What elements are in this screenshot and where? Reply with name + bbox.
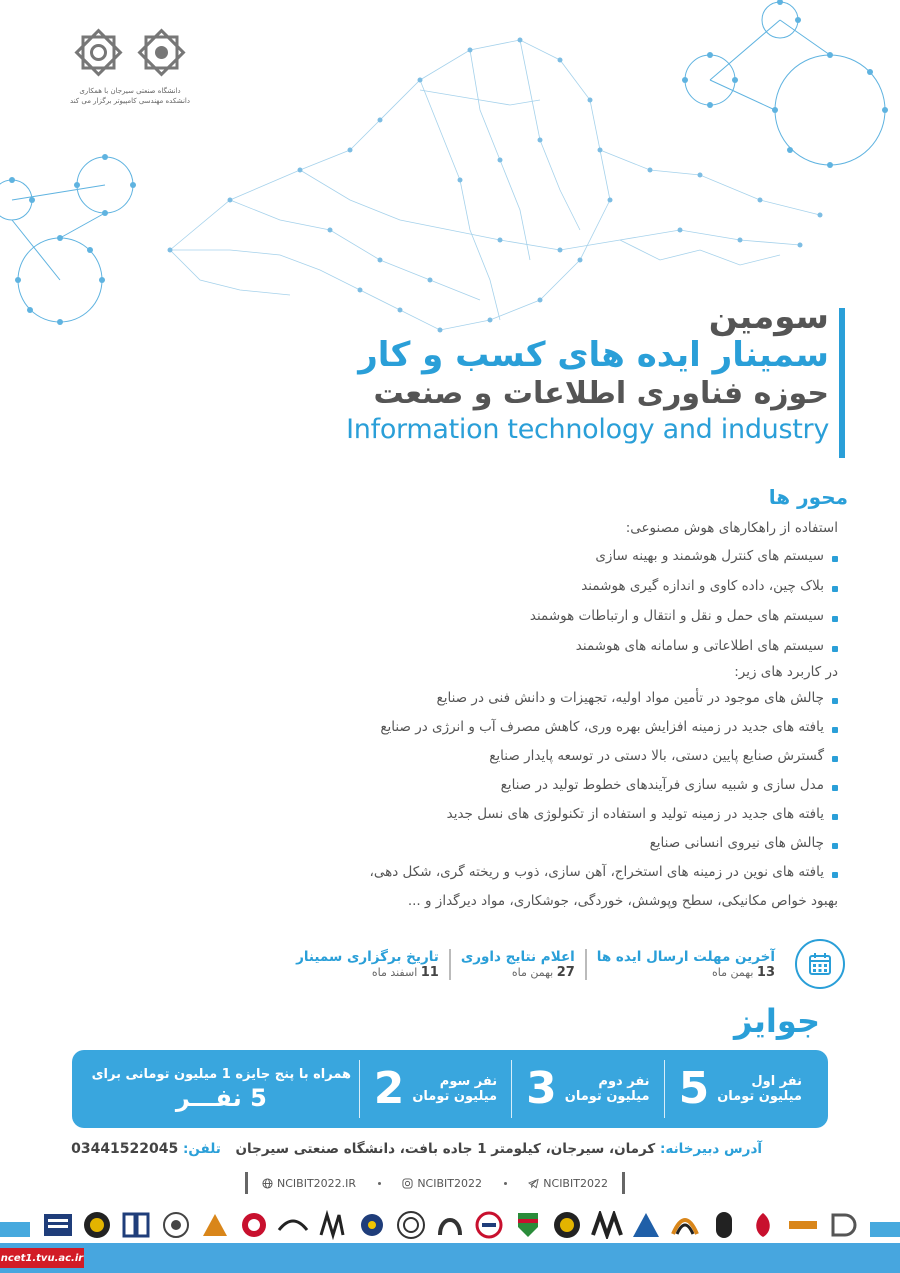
- prize-amount: 3: [526, 1063, 557, 1114]
- sponsor-logo: [275, 1209, 311, 1241]
- organizer-logos: [55, 25, 205, 106]
- title-ordinal: سومین: [708, 297, 829, 337]
- sponsor-logo: [158, 1209, 194, 1241]
- website-text: NCIBIT2022.IR: [277, 1176, 357, 1190]
- sponsor-logo: [510, 1209, 546, 1241]
- axes-intro-2: در کاربرد های زیر:: [734, 664, 838, 680]
- date-label: آخرین مهلت ارسال ایده ها: [596, 948, 775, 965]
- event-title: [325, 297, 845, 447]
- prize-second: [511, 1060, 663, 1118]
- list-item: مدل سازی و شبیه سازی فرآیندهای خطوط تولید در صنایع: [278, 777, 838, 806]
- secretariat-address: [71, 1141, 762, 1157]
- sponsor-logo: [589, 1209, 625, 1241]
- prize-amount: 2: [373, 1063, 405, 1114]
- list-item-continuation: بهبود خواص مکانیکی، سطح وپوشش، خوردگی، جوشکاری، مواد دیرگداز و ...: [407, 893, 838, 909]
- gear-network-right: [670, 0, 900, 200]
- site-watermark: ncet1.tvu.ac.ir: [0, 1248, 84, 1268]
- telegram-icon: [528, 1178, 539, 1189]
- list-item: یافته های جدید در زمینه افزایش بهره وری، کاهش مصرف آب و انرژی در صنایع: [278, 719, 838, 748]
- prize-extra-count: 5 نفـــر: [175, 1083, 267, 1112]
- list-item: چالش های نیروی انسانی صنایع: [278, 835, 838, 864]
- prize-unit: میلیون تومان: [412, 1089, 498, 1104]
- prize-third: [359, 1060, 511, 1118]
- date-results: [449, 949, 585, 980]
- gear-network-left: [0, 140, 150, 340]
- date-day: 11: [420, 964, 439, 980]
- date-label: اعلام نتایج داوری: [460, 948, 575, 965]
- telegram-link[interactable]: [528, 1177, 608, 1190]
- sponsor-logo: [706, 1209, 742, 1241]
- list-item: سیستم های کنترل هوشمند و بهینه سازی: [278, 548, 838, 578]
- prize-rank: نفر سوم: [439, 1074, 498, 1089]
- date-month: بهمن ماه: [511, 965, 554, 979]
- sponsor-logo: [432, 1209, 468, 1241]
- list-item: یافته های نوین در زمینه های استخراج، آهن سازی، ذوب و ریخته گری، شکل دهی،: [278, 864, 838, 893]
- footer-accent-right: [870, 1222, 900, 1237]
- separator-dot: [378, 1182, 381, 1185]
- address-label: آدرس دبیرخانه:: [659, 1141, 762, 1157]
- list-item: چالش های موجود در تأمین مواد اولیه، تجهیزات و دانش فنی در صنایع: [278, 690, 838, 719]
- list-item: بلاک چین، داده کاوی و اندازه گیری هوشمند: [278, 578, 838, 608]
- date-day: 13: [756, 964, 775, 980]
- prize-unit: میلیون تومان: [717, 1089, 802, 1104]
- footer-accent-left: [0, 1222, 30, 1237]
- date-day: 27: [556, 964, 575, 980]
- date-month: اسفند ماه: [371, 965, 418, 979]
- social-links: [245, 1172, 625, 1194]
- important-dates: [286, 938, 845, 990]
- axes-list-applications: [278, 690, 838, 919]
- prize-extra-text: همراه با پنج جایزه 1 میلیون تومانی برای: [91, 1066, 352, 1082]
- instagram-link[interactable]: [402, 1177, 482, 1190]
- address-text: کرمان، سیرجان، کیلومتر 1 جاده بافت، دانشگاه صنعتی سیرجان: [235, 1141, 656, 1157]
- date-seminar: [286, 949, 449, 980]
- faculty-emblem-icon: [134, 25, 189, 80]
- website-link[interactable]: [262, 1177, 356, 1190]
- prize-extra: [84, 1067, 359, 1112]
- prizes-panel: [72, 1050, 828, 1128]
- date-label: تاریخ برگزاری سمینار: [296, 948, 439, 965]
- sponsor-logo: [667, 1209, 703, 1241]
- sponsor-logo: [236, 1209, 272, 1241]
- list-item: گسترش صنایع پایین دستی، بالا دستی در توسعه پایدار صنایع: [278, 748, 838, 777]
- sponsor-logo: [354, 1209, 390, 1241]
- sponsor-logos: [40, 1205, 860, 1245]
- calendar-icon: [795, 939, 845, 989]
- sponsor-logo: [549, 1209, 585, 1241]
- telegram-text: NCIBIT2022: [543, 1176, 608, 1190]
- axes-intro-1: استفاده از راهکارهای هوش مصنوعی:: [625, 520, 838, 536]
- globe-icon: [262, 1178, 273, 1189]
- university-emblem-icon: [71, 25, 126, 80]
- phone-label: تلفن:: [182, 1141, 221, 1157]
- axes-list-ai: [278, 548, 838, 668]
- organizer-line-2: دانشکده مهندسی کامپیوتر برگزار می کند: [70, 97, 190, 106]
- prize-amount: 5: [678, 1063, 710, 1114]
- sponsor-logo: [40, 1209, 76, 1241]
- sponsor-logo: [824, 1209, 860, 1241]
- instagram-icon: [402, 1178, 413, 1189]
- title-field: حوزه فناوری اطلاعات و صنعت: [373, 375, 829, 411]
- prize-rank: نفر دوم: [598, 1074, 650, 1089]
- prizes-heading: جوایز: [733, 1002, 820, 1040]
- axes-heading: محور ها: [768, 485, 848, 509]
- prize-unit: میلیون تومان: [564, 1089, 650, 1104]
- list-item: سیستم های حمل و نقل و انتقال و ارتباطات هوشمند: [278, 608, 838, 638]
- sponsor-logo: [471, 1209, 507, 1241]
- instagram-text: NCIBIT2022: [417, 1176, 482, 1190]
- separator-dot: [504, 1182, 507, 1185]
- sponsor-logo: [745, 1209, 781, 1241]
- sponsor-logo: [79, 1209, 115, 1241]
- sponsor-logo: [628, 1209, 664, 1241]
- sponsor-logo: [118, 1209, 154, 1241]
- sponsor-logo: [197, 1209, 233, 1241]
- prize-rank: نفر اول: [751, 1074, 802, 1089]
- sponsor-logo: [785, 1209, 821, 1241]
- list-item: یافته های جدید در زمینه تولید و استفاده از تکنولوژی های نسل جدید: [278, 806, 838, 835]
- sponsor-logo: [314, 1209, 350, 1241]
- title-main: سمینار ایده های کسب و کار: [358, 334, 829, 375]
- prize-first: [664, 1060, 816, 1118]
- footer-band: [0, 1243, 900, 1273]
- title-english: Information technology and industry: [346, 414, 829, 446]
- date-month: بهمن ماه: [712, 965, 754, 979]
- organizer-line-1: دانشگاه صنعتی سیرجان با همکاری: [79, 87, 181, 95]
- phone-number[interactable]: 03441522045: [71, 1141, 179, 1157]
- list-item: سیستم های اطلاعاتی و سامانه های هوشمند: [278, 638, 838, 668]
- date-deadline: [585, 949, 785, 980]
- sponsor-logo: [393, 1209, 429, 1241]
